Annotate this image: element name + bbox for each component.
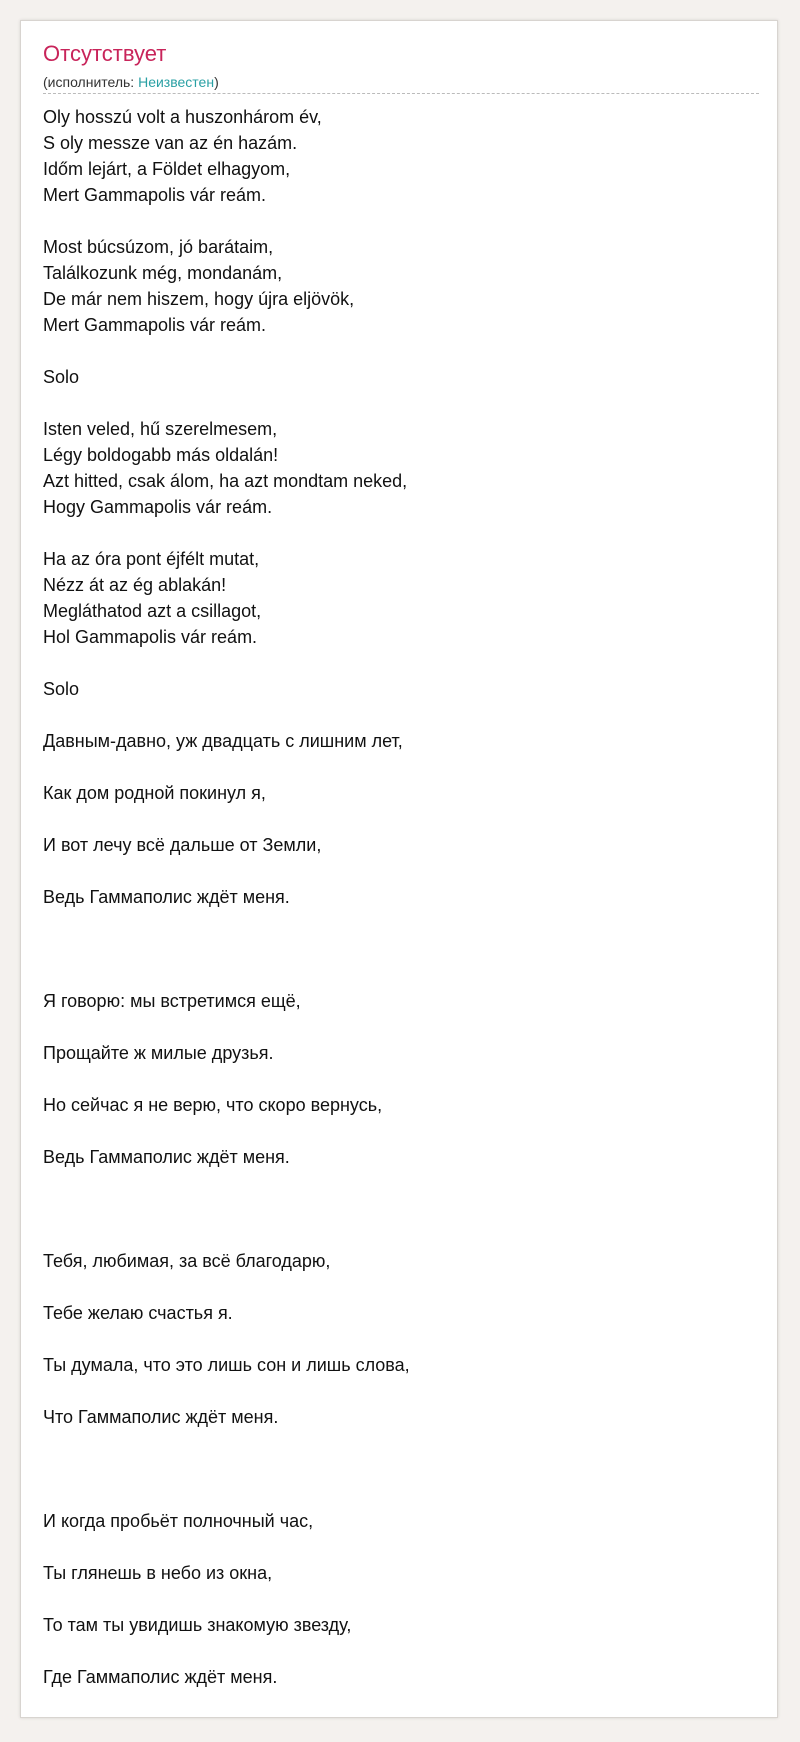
lyric-line: Тебя, любимая, за всё благодарю, <box>43 1251 331 1271</box>
lyric-line: То там ты увидишь знакомую звезду, <box>43 1615 352 1635</box>
lyric-line: Most búcsúzom, jó barátaim, <box>43 237 274 257</box>
lyric-blank-line <box>43 1066 759 1092</box>
artist-line <box>43 73 219 91</box>
lyric-line: Találkozunk még, mondanám, <box>43 263 283 283</box>
lyric-line: Как дом родной покинул я, <box>43 783 266 803</box>
lyric-line: Ты глянешь в небо из окна, <box>43 1563 273 1583</box>
lyric-blank-line <box>43 806 759 832</box>
lyrics-text <box>43 104 759 1690</box>
lyric-line: Nézz át az ég ablakán! <box>43 575 227 595</box>
lyric-line: Ведь Гаммаполис ждёт меня. <box>43 887 290 907</box>
lyric-line: Что Гаммаполис ждёт меня. <box>43 1407 279 1427</box>
lyric-blank-line <box>43 1196 759 1222</box>
lyric-blank-line <box>43 858 759 884</box>
lyric-line: Ты думала, что это лишь сон и лишь слова, <box>43 1355 410 1375</box>
lyric-blank-line <box>43 754 759 780</box>
title-divider <box>43 93 759 94</box>
lyrics-card <box>20 20 778 1718</box>
lyric-line: S oly messze van az én hazám. <box>43 133 298 153</box>
lyric-line: Azt hitted, csak álom, ha azt mondtam neked, <box>43 471 408 491</box>
lyric-line: Solo <box>43 679 80 699</box>
lyric-blank-line <box>43 1638 759 1664</box>
lyric-blank-line <box>43 702 759 728</box>
lyric-line: Megláthatod azt a csillagot, <box>43 601 262 621</box>
lyric-blank-line <box>43 1456 759 1482</box>
lyric-line: Тебе желаю счастья я. <box>43 1303 233 1323</box>
lyric-line: Ведь Гаммаполис ждёт меня. <box>43 1147 290 1167</box>
lyric-line: Где Гаммаполис ждёт меня. <box>43 1667 278 1687</box>
lyric-blank-line <box>43 650 759 676</box>
lyric-blank-line <box>43 1326 759 1352</box>
lyric-line: De már nem hiszem, hogy újra eljövök, <box>43 289 355 309</box>
lyric-line: Ha az óra pont éjfélt mutat, <box>43 549 260 569</box>
song-title: Отсутствует <box>43 41 167 66</box>
lyric-line: Mert Gammapolis vár reám. <box>43 315 267 335</box>
lyric-line: Solo <box>43 367 80 387</box>
lyric-blank-line <box>43 1170 759 1196</box>
lyric-blank-line <box>43 962 759 988</box>
lyric-line: Mert Gammapolis vár reám. <box>43 185 267 205</box>
artist-link[interactable]: Неизвестен <box>138 74 215 90</box>
lyric-line: И когда пробьёт полночный час, <box>43 1511 314 1531</box>
lyric-blank-line <box>43 1586 759 1612</box>
lyric-blank-line <box>43 520 759 546</box>
lyric-blank-line <box>43 910 759 936</box>
lyric-blank-line <box>43 338 759 364</box>
lyric-blank-line <box>43 1014 759 1040</box>
lyric-blank-line <box>43 1534 759 1560</box>
lyric-blank-line <box>43 390 759 416</box>
lyric-blank-line <box>43 208 759 234</box>
lyric-line: Прощайте ж милые друзья. <box>43 1043 274 1063</box>
lyric-line: Hol Gammapolis vár reám. <box>43 627 258 647</box>
lyric-blank-line <box>43 1222 759 1248</box>
lyric-line: Időm lejárt, a Földet elhagyom, <box>43 159 291 179</box>
lyric-blank-line <box>43 936 759 962</box>
lyric-line: Isten veled, hű szerelmesem, <box>43 419 278 439</box>
lyric-line: Légy boldogabb más oldalán! <box>43 445 279 465</box>
lyric-line: Hogy Gammapolis vár reám. <box>43 497 273 517</box>
lyric-blank-line <box>43 1274 759 1300</box>
lyric-blank-line <box>43 1378 759 1404</box>
lyric-blank-line <box>43 1482 759 1508</box>
lyric-line: И вот лечу всё дальше от Земли, <box>43 835 322 855</box>
lyric-line: Oly hosszú volt a huszonhárom év, <box>43 107 322 127</box>
lyric-line: Я говорю: мы встретимся ещё, <box>43 991 301 1011</box>
lyric-blank-line <box>43 1118 759 1144</box>
artist-suffix: ) <box>214 74 219 90</box>
lyric-line: Давным-давно, уж двадцать с лишним лет, <box>43 731 403 751</box>
lyric-line: Но сейчас я не верю, что скоро вернусь, <box>43 1095 383 1115</box>
artist-prefix: (исполнитель: <box>43 74 139 90</box>
lyric-blank-line <box>43 1430 759 1456</box>
